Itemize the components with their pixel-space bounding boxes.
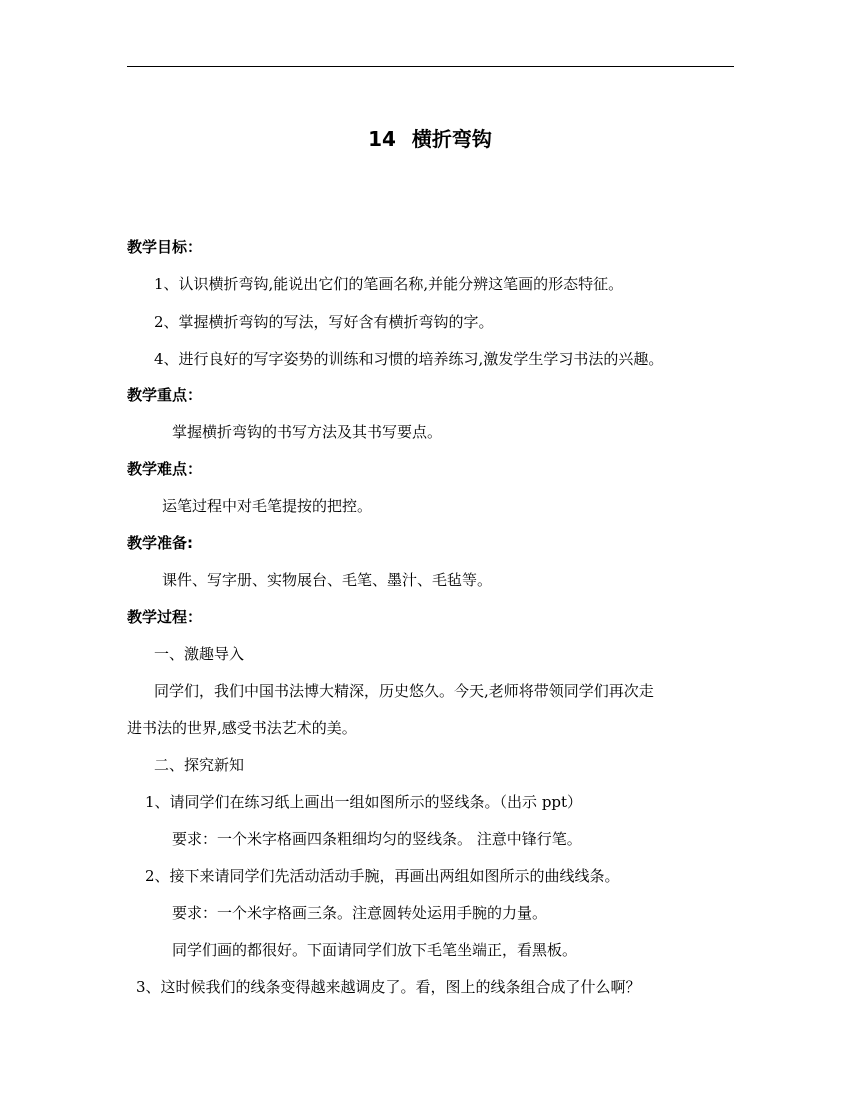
step3: 3、这时候我们的线条变得越来越调皮了。看，图上的线条组合成了什么啊？ (136, 978, 641, 996)
part2-title: 二、探究新知 (154, 756, 245, 774)
key-points-text: 掌握横折弯钩的书写方法及其书写要点。 (172, 423, 443, 441)
lesson-number: 14 (368, 127, 396, 151)
step1-requirement: 要求：一个米字格画四条粗细均匀的竖线条。 注意中锋行笔。 (172, 830, 582, 848)
difficulties-heading: 教学难点： (127, 460, 203, 478)
part1-paragraph-line2: 进书法的世界,感受书法艺术的美。 (127, 719, 357, 737)
step2: 2、接下来请同学们先活动活动手腕，再画出两组如图所示的曲线线条。 (145, 867, 620, 885)
difficulties-text: 运笔过程中对毛笔提按的把控。 (162, 497, 373, 515)
part1-paragraph-line1: 同学们，我们中国书法博大精深，历史悠久。今天,老师将带领同学们再次走 (154, 682, 654, 700)
goal-item: 2、掌握横折弯钩的写法，写好含有横折弯钩的字。 (154, 313, 494, 331)
step2-note: 同学们画的都很好。下面请同学们放下毛笔坐端正，看黑板。 (172, 941, 578, 959)
header-rule (127, 66, 734, 67)
preparation-text: 课件、写字册、实物展台、毛笔、墨汁、毛毡等。 (162, 571, 493, 589)
goal-item: 4、进行良好的写字姿势的训练和习惯的培养练习,激发学生学习书法的兴趣。 (154, 350, 664, 368)
step2-requirement: 要求：一个米字格画三条。注意圆转处运用手腕的力量。 (172, 904, 548, 922)
key-points-heading: 教学重点： (127, 386, 203, 404)
preparation-heading: 教学准备: (127, 534, 193, 552)
part1-title: 一、激趣导入 (154, 645, 245, 663)
goals-heading: 教学目标： (127, 238, 203, 256)
process-heading: 教学过程： (127, 608, 203, 626)
lesson-name: 横折弯钩 (411, 127, 492, 151)
lesson-title (0, 124, 860, 154)
step1: 1、请同学们在练习纸上画出一组如图所示的竖线条。（出示 ppt） (145, 793, 583, 811)
goal-item: 1、认识横折弯钩,能说出它们的笔画名称,并能分辨这笔画的形态特征。 (154, 275, 624, 293)
